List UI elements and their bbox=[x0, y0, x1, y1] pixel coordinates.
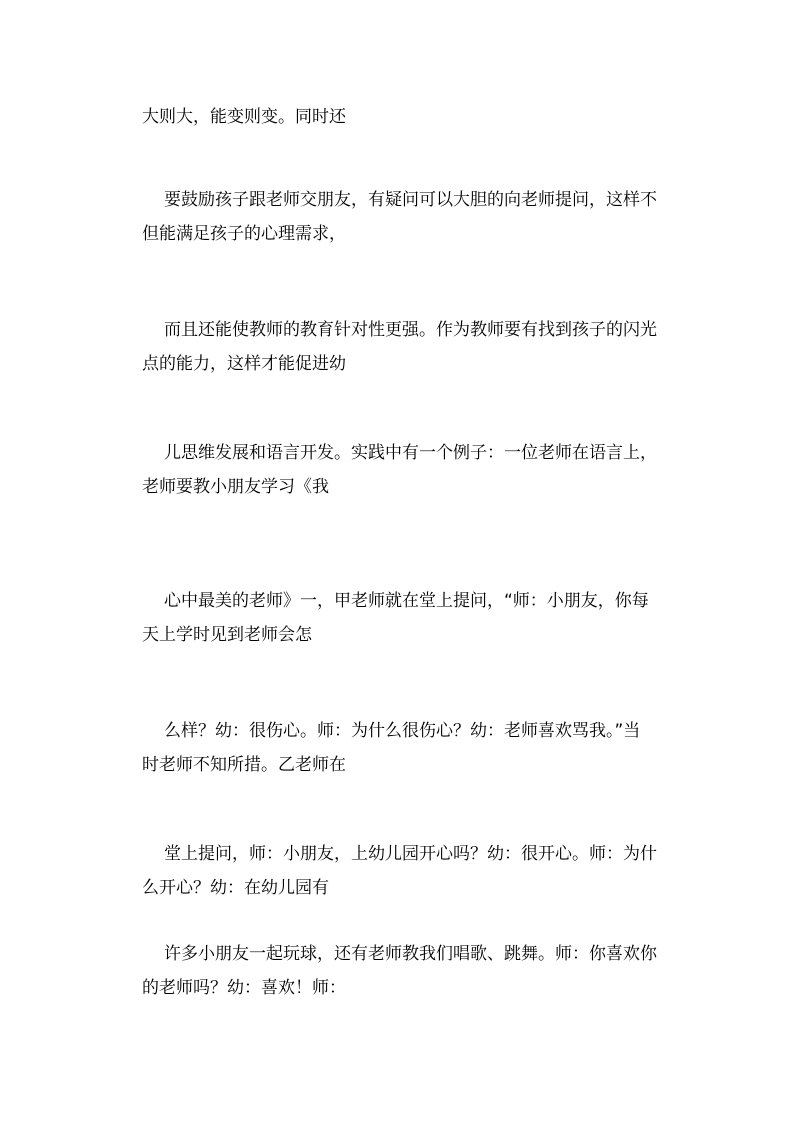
paragraph-line: 儿思维发展和语言开发。实践中有一个例子：一位老师在语言上， bbox=[164, 443, 657, 463]
paragraph-6 bbox=[120, 714, 680, 782]
paragraph-line: 许多小朋友一起玩球，还有老师教我们唱歌、跳舞。师：你喜欢你 bbox=[164, 944, 657, 964]
paragraph-line: 点的能力，这样才能促进幼 bbox=[142, 354, 346, 374]
paragraph-line: 么开心？幼：在幼儿园有 bbox=[142, 878, 329, 898]
paragraph-line: 大则大，能变则变。同时还 bbox=[142, 107, 346, 127]
paragraph-line: 要鼓励孩子跟老师交朋友，有疑问可以大胆的向老师提问，这样不 bbox=[164, 190, 657, 210]
paragraph-5 bbox=[120, 584, 680, 652]
paragraph-line: 而且还能使教师的教育针对性更强。作为教师要有找到孩子的闪光 bbox=[164, 320, 657, 340]
paragraph-2 bbox=[120, 183, 680, 251]
paragraph-4 bbox=[120, 436, 680, 504]
paragraph-line: 老师要教小朋友学习《我 bbox=[142, 477, 329, 497]
paragraph-8 bbox=[120, 937, 680, 1005]
paragraph-line: 么样？幼：很伤心。师：为什么很伤心？幼：老师喜欢骂我。”当 bbox=[164, 721, 641, 741]
paragraph-1 bbox=[120, 100, 680, 134]
paragraph-line: 但能满足孩子的心理需求， bbox=[142, 224, 346, 244]
paragraph-line: 堂上提问，师：小朋友，上幼儿园开心吗？幼：很开心。师：为什 bbox=[164, 844, 657, 864]
paragraph-line: 天上学时见到老师会怎 bbox=[142, 625, 312, 645]
paragraph-line: 的老师吗？幼：喜欢！师： bbox=[142, 978, 346, 998]
paragraph-3 bbox=[120, 313, 680, 381]
paragraph-line: 时老师不知所措。乙老师在 bbox=[142, 755, 346, 775]
paragraph-7 bbox=[120, 837, 680, 905]
paragraph-line: 心中最美的老师》一，甲老师就在堂上提问，“师：小朋友，你每 bbox=[164, 591, 649, 611]
